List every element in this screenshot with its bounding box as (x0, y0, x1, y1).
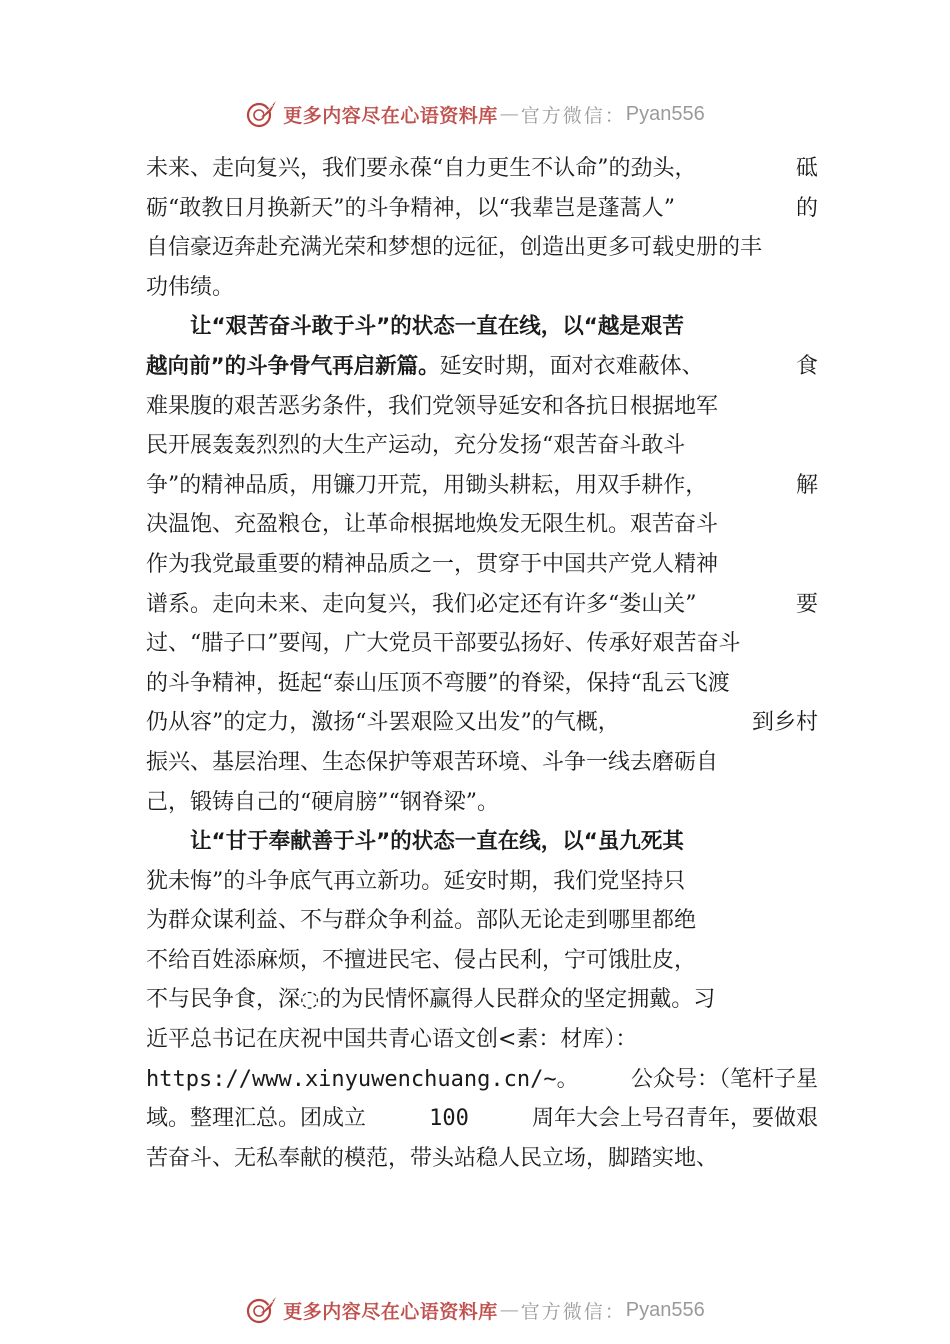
banner-separator: — (499, 1299, 519, 1321)
text-line: 己，锻铸自己的“硬肩膀”“钢脊梁”。 (146, 789, 499, 815)
text-line: 争”的精神品质，用镰刀开荒，用锄头耕耘，用双手耕作， 解 (146, 472, 818, 498)
text-line: 为群众谋利益、不与群众争利益。部队无论走到哪里都绝 (146, 908, 697, 934)
banner-separator: — (499, 103, 519, 125)
heading-line: 让“甘于奉献善于斗”的状态一直在线，以“虽九死其 (190, 829, 684, 855)
banner-wechat-id: Pyan556 (625, 102, 705, 125)
text-line: 苦奋斗、无私奉献的模范，带头站稳人民立场，脚踏实地、 (146, 1145, 719, 1171)
feather-logo-icon (245, 97, 279, 131)
heading-line: 让“艰苦奋斗敢于斗”的状态一直在线，以“越是艰苦 (190, 314, 684, 340)
banner-title: 更多内容尽在心语资料库 (283, 104, 498, 127)
text-line: 越向前”的斗争骨气再启新篇。延安时期，面对衣难蔽体、 食 (146, 353, 818, 379)
text-line: 自信豪迈奔赴充满光荣和梦想的远征，创造出更多可载史册的丰 (146, 235, 763, 261)
banner-label: 官方微信： (520, 104, 626, 127)
text-line: 砺“敢教日月换新天”的斗争精神，以“我辈岂是蓬蒿人” 的 (146, 195, 818, 221)
text-line: 功伟绩。 (146, 274, 235, 300)
text-line: 仍从容”的定力，激扬“斗罢艰险又出发”的气概， 到乡村 (146, 710, 818, 736)
text-line: 域。整理汇总。团成立 100 周年大会上号召青年，要做艰 (146, 1106, 818, 1132)
feather-logo-icon (245, 1293, 279, 1327)
banner-label: 官方微信： (520, 1300, 626, 1323)
text-line: 近平总书记在庆祝中国共青心语文创<素：材库）： (146, 1027, 638, 1053)
text-line: 不与民争食，深◌的为民情怀赢得人民群众的坚定拥戴。习 (146, 987, 716, 1013)
text-line: 过、“腊子口”要闯，广大党员干部要弘扬好、传承好艰苦奋斗 (146, 631, 741, 657)
text-line: 的斗争精神，挺起“泰山压顶不弯腰”的脊梁，保持“乱云飞渡 (146, 670, 730, 696)
text-line: 决温饱、充盈粮仓，让革命根据地焕发无限生机。艰苦奋斗 (146, 512, 719, 538)
text-line: 民开展轰轰烈烈的大生产运动，充分发扬“艰苦奋斗敢斗 (146, 433, 686, 459)
text-line: 不给百姓添麻烦，不擅进民宅、侵占民利，宁可饿肚皮， (146, 947, 697, 973)
text-line: 犹未悔”的斗争底气再立新功。延安时期，我们党坚持只 (146, 868, 686, 894)
text-line: 作为我党最重要的精神品质之一，贯穿于中国共产党人精神 (146, 551, 719, 577)
footer-banner (0, 1290, 950, 1330)
banner-title: 更多内容尽在心语资料库 (283, 1300, 498, 1323)
text-line: 振兴、基层治理、生态保护等艰苦环境、斗争一线去磨砺自 (146, 749, 719, 775)
text-line: 未来、走向复兴，我们要永葆“自力更生不认命”的劲头， 砥 (146, 156, 818, 181)
document-body (146, 149, 818, 1178)
source-url: https://www.xinyuwenchuang.cn/~。 (146, 1066, 579, 1092)
text-line: 谱系。走向未来、走向复兴，我们必定还有许多“娄山关” 要 (146, 591, 818, 617)
text-line: 难果腹的艰苦恶劣条件，我们党领导延安和各抗日根据地军 (146, 393, 719, 419)
header-banner (0, 94, 950, 134)
banner-wechat-id: Pyan556 (625, 1298, 705, 1321)
text-line: https://www.xinyuwenchuang.cn/~。 公众号：（笔杆子星 (146, 1060, 818, 1100)
